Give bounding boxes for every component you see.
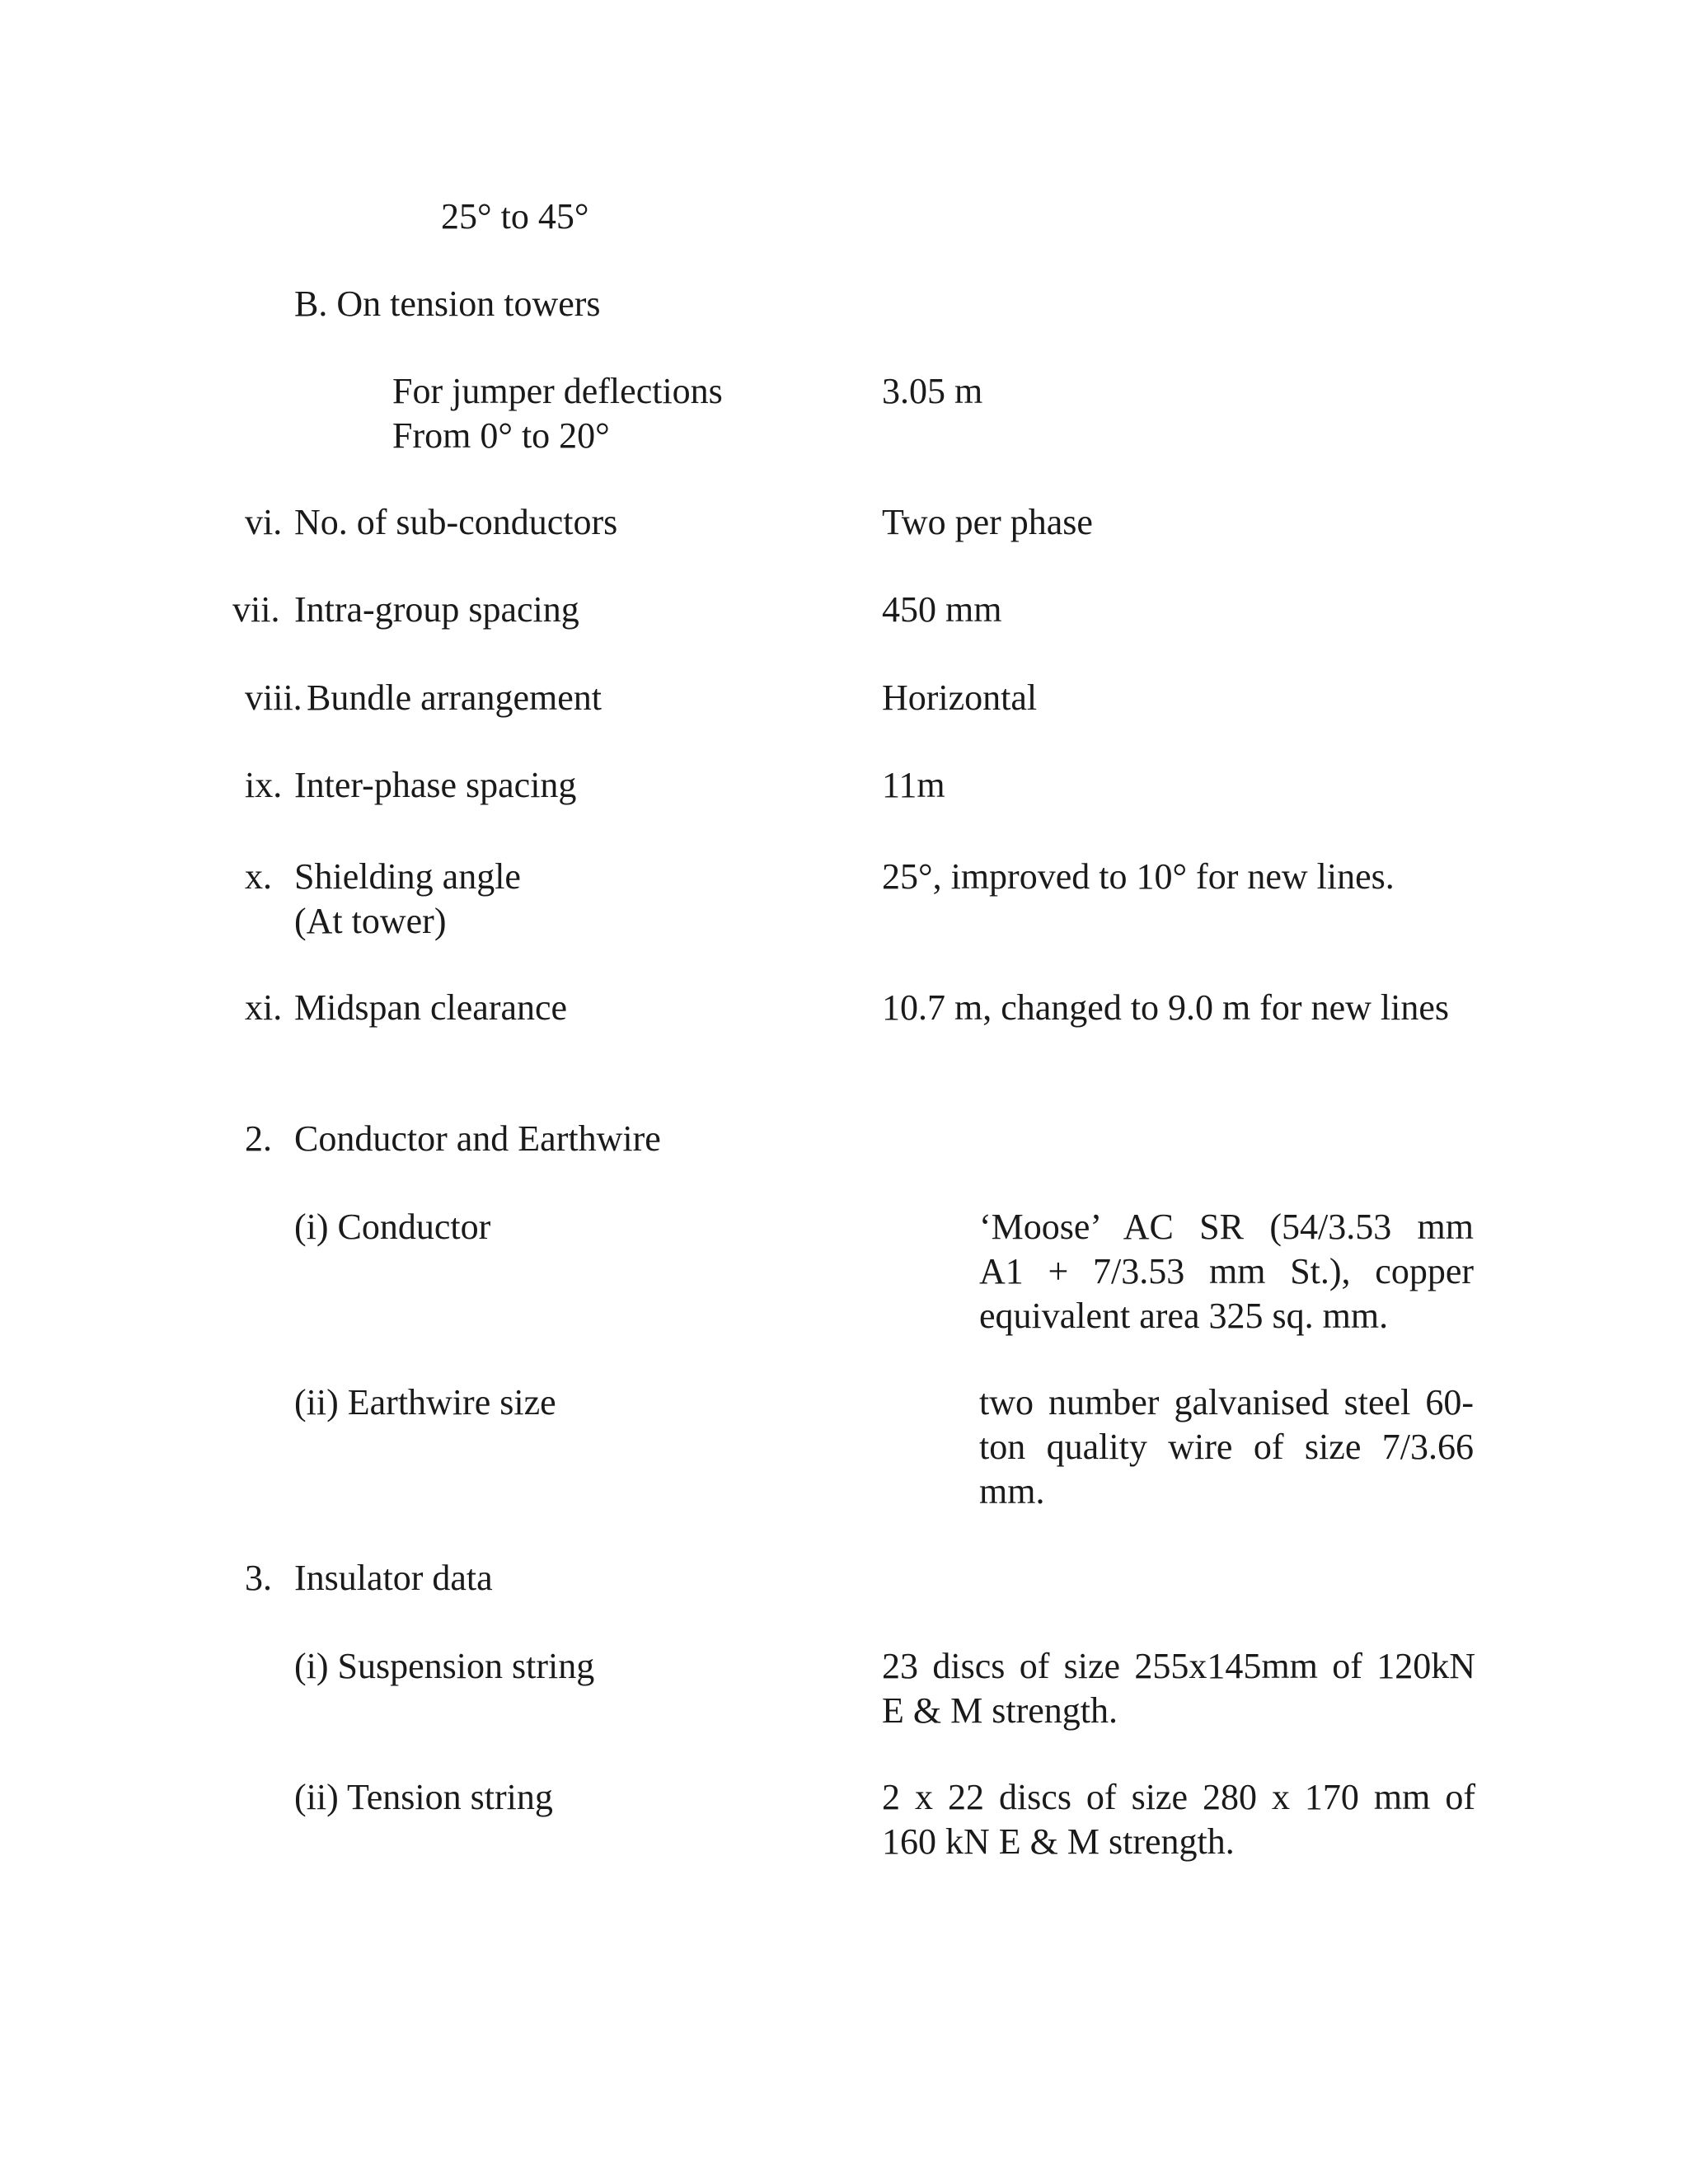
section-3-heading: Insulator data: [294, 1558, 493, 1598]
conductor-label: (i) Conductor: [294, 1207, 491, 1247]
item-viii-value: Horizontal: [882, 677, 1038, 718]
item-vii-number: vii.: [232, 589, 280, 630]
jumper-deflection-label: [392, 369, 723, 458]
earthwire-value: [979, 1380, 1474, 1514]
item-vii-value: 450 mm: [882, 589, 1002, 630]
section-3-number: 3.: [245, 1558, 272, 1598]
tension-string-value-line2: 160 kN E & M strength.: [882, 1821, 1235, 1862]
jumper-deflection-label-line1: For jumper deflections: [392, 371, 723, 411]
item-ix-label: Inter-phase spacing: [294, 765, 577, 805]
item-xi-value: 10.7 m, changed to 9.0 m for new lines: [882, 987, 1449, 1028]
earthwire-label: (ii) Earthwire size: [294, 1382, 556, 1422]
conductor-value: [979, 1205, 1474, 1338]
item-xi-number: xi.: [245, 987, 283, 1028]
section-b-heading: B. On tension towers: [294, 284, 601, 324]
jumper-deflection-label-line2: From 0° to 20°: [392, 415, 610, 456]
jumper-deflection-value: 3.05 m: [882, 371, 983, 411]
suspension-string-value-line1: 23 discs of size 255x145mm of 120kN: [882, 1646, 1475, 1686]
item-x-label: [294, 855, 521, 944]
item-x-label-line2: (At tower): [294, 901, 447, 941]
earthwire-value-line1: two number galvanised steel 60-: [979, 1382, 1474, 1422]
earthwire-value-line3: mm.: [979, 1471, 1045, 1511]
tension-string-value: [882, 1775, 1475, 1864]
item-ix-number: ix.: [245, 765, 283, 805]
item-vi-label: No. of sub-conductors: [294, 502, 618, 542]
item-x-value: 25°, improved to 10° for new lines.: [882, 856, 1395, 897]
tension-string-value-line1: 2 x 22 discs of size 280 x 170 mm of: [882, 1777, 1475, 1817]
angle-range-text: 25° to 45°: [441, 196, 589, 237]
item-vi-number: vi.: [245, 502, 283, 542]
item-viii-label: Bundle arrangement: [307, 677, 602, 718]
item-viii-number: viii.: [245, 677, 302, 718]
conductor-value-line3: equivalent area 325 sq. mm.: [979, 1296, 1389, 1336]
earthwire-value-line2: ton quality wire of size 7/3.66: [979, 1427, 1474, 1467]
suspension-string-value-line2: E & M strength.: [882, 1690, 1118, 1731]
item-x-label-line1: Shielding angle: [294, 856, 521, 897]
section-2-number: 2.: [245, 1118, 272, 1159]
conductor-value-line1: ‘Moose’ AC SR (54/3.53 mm: [979, 1207, 1474, 1247]
section-2-heading: Conductor and Earthwire: [294, 1118, 661, 1159]
item-x-number: x.: [245, 856, 272, 897]
conductor-value-line2: A1 + 7/3.53 mm St.), copper: [979, 1251, 1474, 1291]
item-vii-label: Intra-group spacing: [294, 589, 579, 630]
suspension-string-label: (i) Suspension string: [294, 1646, 595, 1686]
tension-string-label: (ii) Tension string: [294, 1777, 553, 1817]
item-ix-value: 11m: [882, 765, 945, 805]
suspension-string-value: [882, 1644, 1475, 1733]
item-xi-label: Midspan clearance: [294, 987, 568, 1028]
item-vi-value: Two per phase: [882, 502, 1093, 542]
